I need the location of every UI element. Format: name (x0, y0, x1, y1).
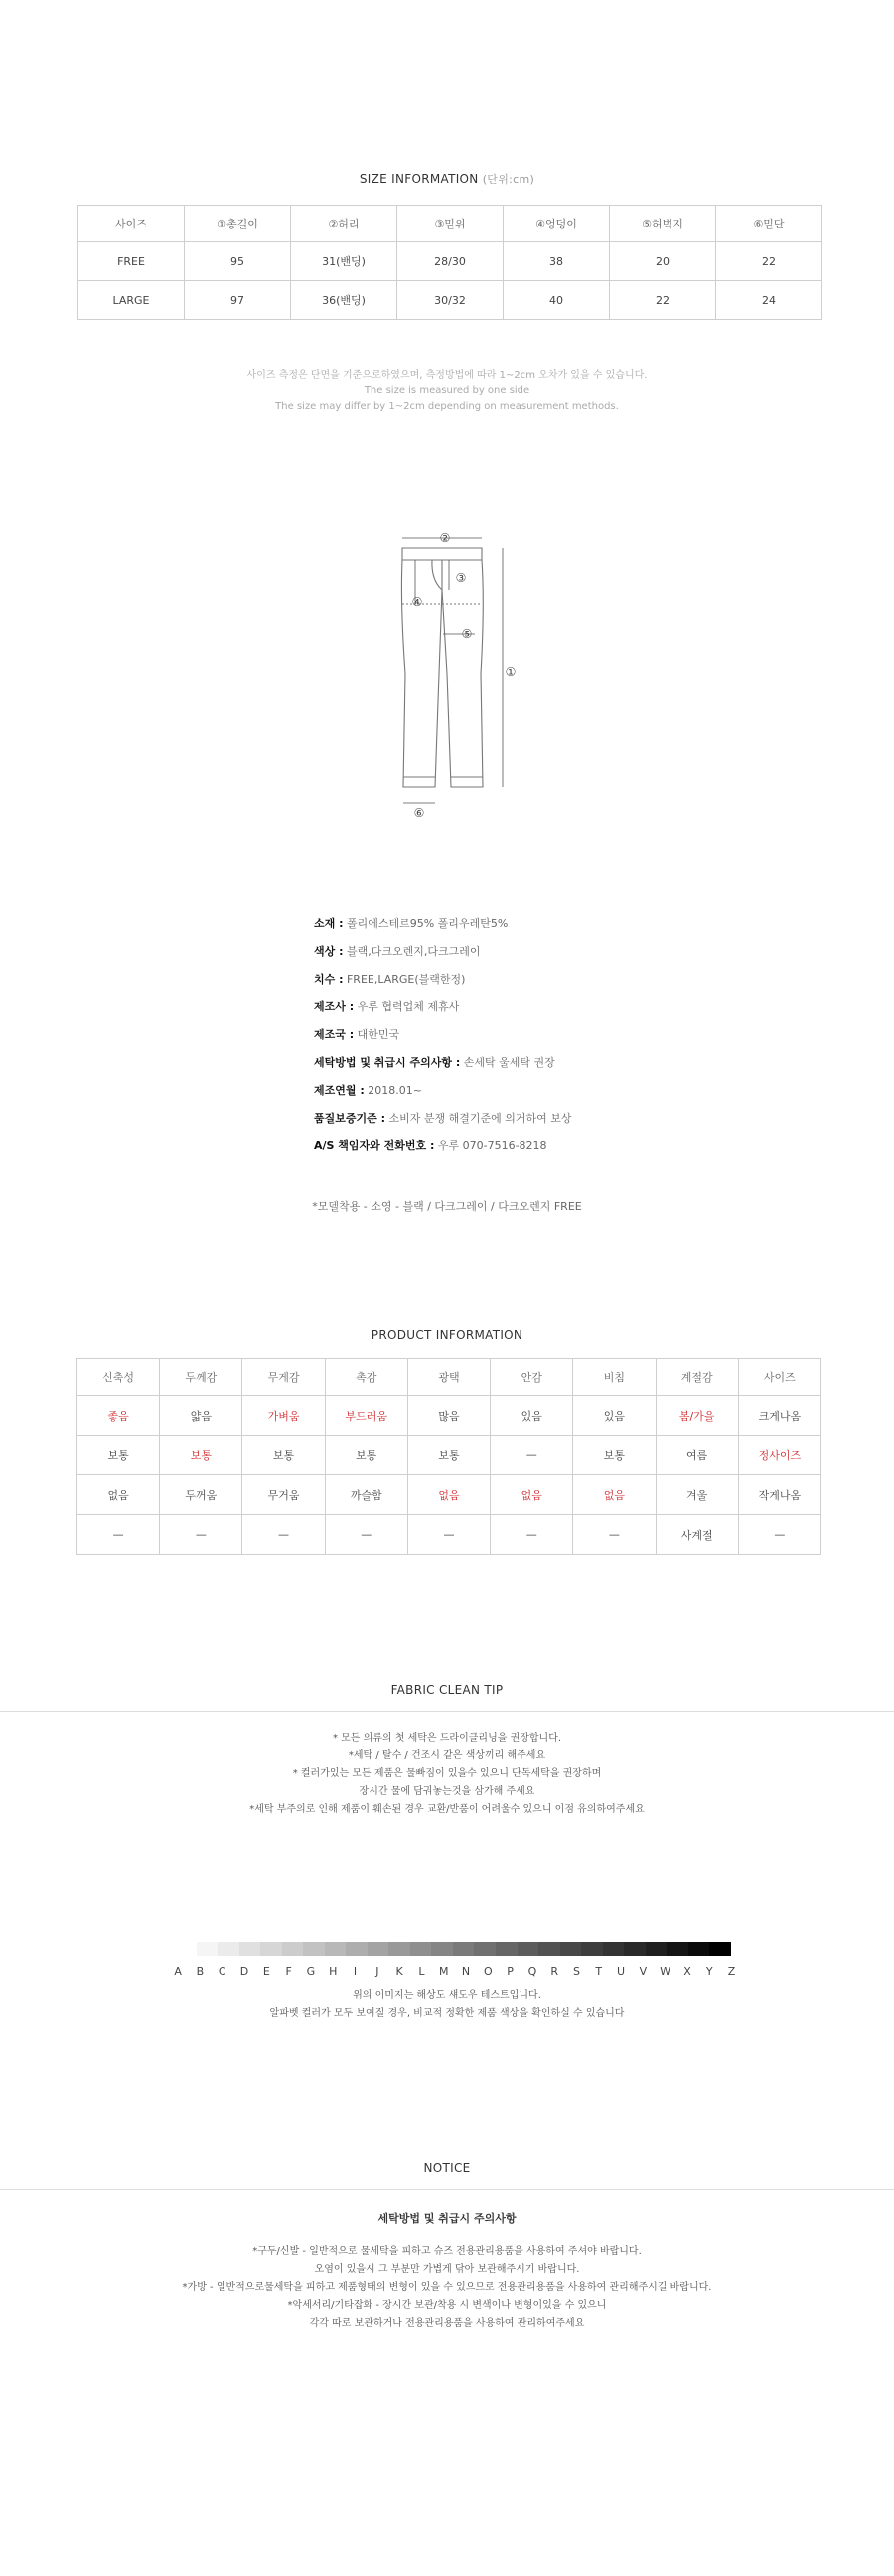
scale-letter: K (395, 1965, 403, 1978)
scale-letter: D (239, 1965, 249, 1978)
grayscale-swatch (282, 1942, 304, 1956)
spec-label: 제조국 : (314, 1028, 355, 1041)
product-info-cell: 없음 (491, 1475, 573, 1515)
grayscale-swatch (431, 1942, 453, 1956)
scale-letter: G (306, 1965, 316, 1978)
size-note-line: 사이즈 측정은 단면을 기준으로하였으며, 측정방법에 따라 1~2cm 오차가 있을 수 있습니다. (246, 370, 648, 380)
spec-value: 대한민국 (357, 1028, 400, 1041)
grayscale-swatch (709, 1942, 731, 1956)
size-notes (0, 368, 894, 415)
grayscale-swatch (239, 1942, 261, 1956)
scale-letter: C (218, 1965, 226, 1978)
size-cell: 38 (504, 242, 610, 281)
grayscale-test-bar (175, 1942, 731, 1956)
scale-letter: V (639, 1965, 648, 1978)
size-cell: 97 (185, 281, 291, 320)
spec-value: 우루 협력업체 제휴사 (357, 1000, 460, 1013)
product-header-cell: 계절감 (656, 1359, 738, 1396)
grayscale-swatch (325, 1942, 347, 1956)
spec-row (314, 966, 572, 993)
size-header-cell: ①총길이 (185, 206, 291, 242)
spec-value: FREE,LARGE(블랙한정) (346, 973, 466, 985)
scale-letter: I (353, 1965, 358, 1978)
fabric-tip-line: * 컬러가있는 모든 제품은 물빠짐이 있을수 있으니 단독세탁을 권장하며 (292, 1768, 602, 1779)
spec-label: 색상 : (314, 945, 344, 958)
scale-letter: B (196, 1965, 205, 1978)
product-info-cell: 보통 (242, 1436, 325, 1475)
notice-line: 각각 따로 보관하거나 전용관리용품을 사용하여 관리하여주세요 (309, 2318, 585, 2329)
grayscale-swatch (474, 1942, 496, 1956)
spec-row (314, 1021, 572, 1049)
size-table (77, 205, 822, 320)
product-info-cell: 없음 (77, 1475, 160, 1515)
grayscale-swatch (218, 1942, 239, 1956)
product-header-cell: 안감 (491, 1359, 573, 1396)
size-cell: 24 (716, 281, 822, 320)
product-info-cell: — (573, 1515, 656, 1555)
spec-value: 손세탁 울세탁 권장 (463, 1056, 555, 1069)
fabric-tip-title: FABRIC CLEAN TIP (390, 1683, 504, 1697)
product-spec-list (314, 910, 572, 1160)
product-info-cell: 많음 (407, 1396, 490, 1436)
size-cell: LARGE (78, 281, 185, 320)
marker-hip: ④ (411, 595, 423, 609)
scale-letter: P (507, 1965, 514, 1978)
scale-letter: X (683, 1965, 691, 1978)
color-scale-line: 위의 이미지는 해상도 섀도우 테스트입니다. (353, 1990, 541, 2001)
size-table-header (78, 206, 822, 242)
product-header-cell: 무게감 (242, 1359, 325, 1396)
grayscale-swatch (518, 1942, 539, 1956)
notice-line: *가방 - 일반적으로물세탁을 피하고 제품형태의 변형이 있을 수 있으므로 전용관리용품을 사용하여 관리해주시길 바랍니다. (182, 2282, 712, 2293)
scale-letter: H (329, 1965, 338, 1978)
spec-row (314, 1049, 572, 1077)
spec-label: 제조사 : (314, 1000, 355, 1013)
grayscale-swatch (624, 1942, 646, 1956)
spec-row (314, 938, 572, 966)
size-header-cell: ⑥밑단 (716, 206, 822, 242)
size-info-unit: (단위:cm) (482, 173, 535, 186)
divider (0, 1711, 894, 1712)
product-info-cell: — (242, 1515, 325, 1555)
product-info-cell: 있음 (573, 1396, 656, 1436)
scale-letter: E (262, 1965, 270, 1978)
scale-letter: A (174, 1965, 182, 1978)
product-header-cell: 두께감 (160, 1359, 242, 1396)
size-info-heading (0, 171, 894, 187)
notice-line: 오염이 있을시 그 부분만 가볍게 닦아 보관해주시기 바랍니다. (314, 2264, 580, 2275)
product-info-row (77, 1396, 821, 1436)
size-cell: 36(밴딩) (291, 281, 397, 320)
product-header-cell: 신축성 (77, 1359, 160, 1396)
size-cell: 30/32 (397, 281, 504, 320)
size-cell: 20 (610, 242, 716, 281)
product-info-cell: 무거움 (242, 1475, 325, 1515)
size-note-line: The size may differ by 1~2cm depending on measurement methods. (275, 401, 619, 412)
product-info-cell: 크게나옴 (738, 1396, 820, 1436)
grayscale-swatch (346, 1942, 368, 1956)
pants-measurement-diagram (387, 525, 536, 823)
grayscale-swatch (538, 1942, 560, 1956)
product-info-cell: — (491, 1515, 573, 1555)
scale-letter: N (461, 1965, 471, 1978)
grayscale-swatch (260, 1942, 282, 1956)
product-header-cell: 광택 (407, 1359, 490, 1396)
scale-letter: T (595, 1965, 603, 1978)
grayscale-swatch (197, 1942, 219, 1956)
notice-title: NOTICE (423, 2161, 471, 2175)
scale-letter: R (550, 1965, 559, 1978)
spec-label: 소재 : (314, 917, 344, 930)
product-info-cell: — (407, 1515, 490, 1555)
product-info-cell: 없음 (573, 1475, 656, 1515)
grayscale-swatch (368, 1942, 389, 1956)
product-info-row (77, 1436, 821, 1475)
spec-row (314, 1133, 572, 1160)
product-info-cell: — (77, 1515, 160, 1555)
product-info-cell: 부드러움 (325, 1396, 407, 1436)
product-info-cell: 보통 (160, 1436, 242, 1475)
scale-letter: L (418, 1965, 425, 1978)
product-info-cell: 보통 (407, 1436, 490, 1475)
size-header-cell: ③밑위 (397, 206, 504, 242)
grayscale-swatch (667, 1942, 688, 1956)
marker-hem: ⑥ (413, 806, 425, 820)
grayscale-swatch (453, 1942, 475, 1956)
fabric-tip-line: *세탁 부주의로 인해 제품이 훼손된 경우 교환/반품이 어려울수 있으니 이점 유의하여주세요 (249, 1804, 645, 1815)
product-info-cell: 보통 (573, 1436, 656, 1475)
product-info-header (77, 1359, 821, 1396)
product-info-cell: 보통 (325, 1436, 407, 1475)
divider (0, 2189, 894, 2190)
right-leg-outline (442, 560, 483, 787)
product-info-cell: 겨울 (656, 1475, 738, 1515)
grayscale-swatch (688, 1942, 710, 1956)
model-note: *모델착용 - 소영 - 블랙 / 다크그레이 / 다크오렌지 FREE (312, 1200, 582, 1213)
spec-label: A/S 책임자와 전화번호 : (314, 1139, 435, 1152)
grayscale-swatch (303, 1942, 325, 1956)
size-cell: 40 (504, 281, 610, 320)
product-info-cell: — (491, 1436, 573, 1475)
color-scale-note (0, 1987, 894, 2023)
scale-letter: Q (527, 1965, 537, 1978)
spec-row (314, 993, 572, 1021)
spec-row (314, 910, 572, 938)
spec-label: 세탁방법 및 취급시 주의사항 : (314, 1056, 461, 1069)
grayscale-swatch (175, 1942, 197, 1956)
size-cell: 28/30 (397, 242, 504, 281)
notice-line: *악세서리/기타잡화 - 장시간 보관/착용 시 변색이나 변형이있을 수 있으니 (287, 2300, 607, 2311)
product-info-cell: 사계절 (656, 1515, 738, 1555)
fabric-tip-line: *세탁 / 탈수 / 건조시 같은 색상끼리 해주세요 (348, 1750, 546, 1761)
spec-row (314, 1077, 572, 1105)
size-table-row (78, 281, 822, 320)
product-info-cell: 좋음 (77, 1396, 160, 1436)
grayscale-swatch (560, 1942, 582, 1956)
marker-thigh: ⑤ (461, 627, 473, 641)
product-info-cell: — (160, 1515, 242, 1555)
grayscale-swatch (388, 1942, 410, 1956)
product-info-cell: 얇음 (160, 1396, 242, 1436)
scale-letter: S (573, 1965, 580, 1978)
product-info-row (77, 1515, 821, 1555)
size-cell: 31(밴딩) (291, 242, 397, 281)
marker-rise: ③ (455, 571, 467, 585)
product-info-cell: 까슬함 (325, 1475, 407, 1515)
size-cell: FREE (78, 242, 185, 281)
product-info-cell: 정사이즈 (738, 1436, 820, 1475)
size-note-line: The size is measured by one side (364, 385, 530, 396)
marker-waist: ② (439, 531, 451, 545)
grayscale-swatch (410, 1942, 432, 1956)
scale-letter: M (438, 1965, 449, 1978)
size-info-title: SIZE INFORMATION (359, 172, 479, 186)
waistband-outline (402, 548, 482, 560)
product-header-cell: 촉감 (325, 1359, 407, 1396)
product-info-title: PRODUCT INFORMATION (371, 1328, 523, 1342)
spec-value: 블랙,다크오렌지,다크그레이 (346, 945, 481, 958)
product-info-cell: 작게나옴 (738, 1475, 820, 1515)
product-header-cell: 사이즈 (738, 1359, 820, 1396)
grayscale-swatch (496, 1942, 518, 1956)
spec-value: 소비자 분쟁 해결기준에 의거하여 보상 (388, 1112, 572, 1125)
fabric-tip-line: 장시간 물에 담궈놓는것을 삼가해 주세요 (359, 1786, 535, 1797)
product-info-cell: 있음 (491, 1396, 573, 1436)
size-header-cell: ②허리 (291, 206, 397, 242)
alphabet-scale (167, 1965, 743, 1978)
scale-letter: U (617, 1965, 626, 1978)
grayscale-swatch (603, 1942, 625, 1956)
spec-value: 폴리에스테르95% 폴리우레탄5% (346, 917, 509, 930)
scale-letter: J (375, 1965, 379, 1978)
fabric-tip-line: * 모든 의류의 첫 세탁은 드라이클리닝을 권장합니다. (332, 1733, 562, 1743)
notice-subtitle: 세탁방법 및 취급시 주의사항 (377, 2212, 517, 2225)
spec-value: 2018.01~ (368, 1084, 422, 1097)
product-info-cell: 여름 (656, 1436, 738, 1475)
scale-letter: F (285, 1965, 292, 1978)
size-header-cell: ④엉덩이 (504, 206, 610, 242)
notice-line: *구두/신발 - 일반적으로 물세탁을 피하고 슈즈 전용관리용품을 사용하여 주셔야 바랍니다. (252, 2246, 642, 2257)
spec-label: 제조연월 : (314, 1084, 365, 1097)
marker-length: ① (505, 665, 517, 679)
size-cell: 22 (716, 242, 822, 281)
grayscale-swatch (646, 1942, 668, 1956)
scale-letter: Y (705, 1965, 713, 1978)
spec-value: 우루 070-7516-8218 (437, 1139, 547, 1152)
scale-letter: O (483, 1965, 493, 1978)
size-header-cell: ⑤허벅지 (610, 206, 716, 242)
product-info-cell: — (325, 1515, 407, 1555)
size-cell: 22 (610, 281, 716, 320)
spec-label: 품질보증기준 : (314, 1112, 385, 1125)
product-info-cell: 없음 (407, 1475, 490, 1515)
product-info-cell: 보통 (77, 1436, 160, 1475)
grayscale-swatch (581, 1942, 603, 1956)
product-info-table (76, 1358, 821, 1555)
notice-lines (0, 2243, 894, 2333)
scale-letter: Z (727, 1965, 736, 1978)
product-info-cell: 봄/가을 (656, 1396, 738, 1436)
size-table-row (78, 242, 822, 281)
scale-letter: W (660, 1965, 671, 1978)
size-cell: 95 (185, 242, 291, 281)
size-header-cell: 사이즈 (78, 206, 185, 242)
product-info-cell: — (738, 1515, 820, 1555)
product-header-cell: 비침 (573, 1359, 656, 1396)
spec-label: 치수 : (314, 973, 344, 985)
product-info-body (77, 1396, 821, 1555)
fabric-tip-lines (0, 1730, 894, 1819)
product-info-row (77, 1475, 821, 1515)
product-info-cell: 두꺼움 (160, 1475, 242, 1515)
product-info-cell: 가벼움 (242, 1396, 325, 1436)
spec-row (314, 1105, 572, 1133)
color-scale-line: 알파벳 컬러가 모두 보여질 경우, 비교적 정확한 제품 색상을 확인하실 수 있습니다 (269, 2008, 625, 2019)
